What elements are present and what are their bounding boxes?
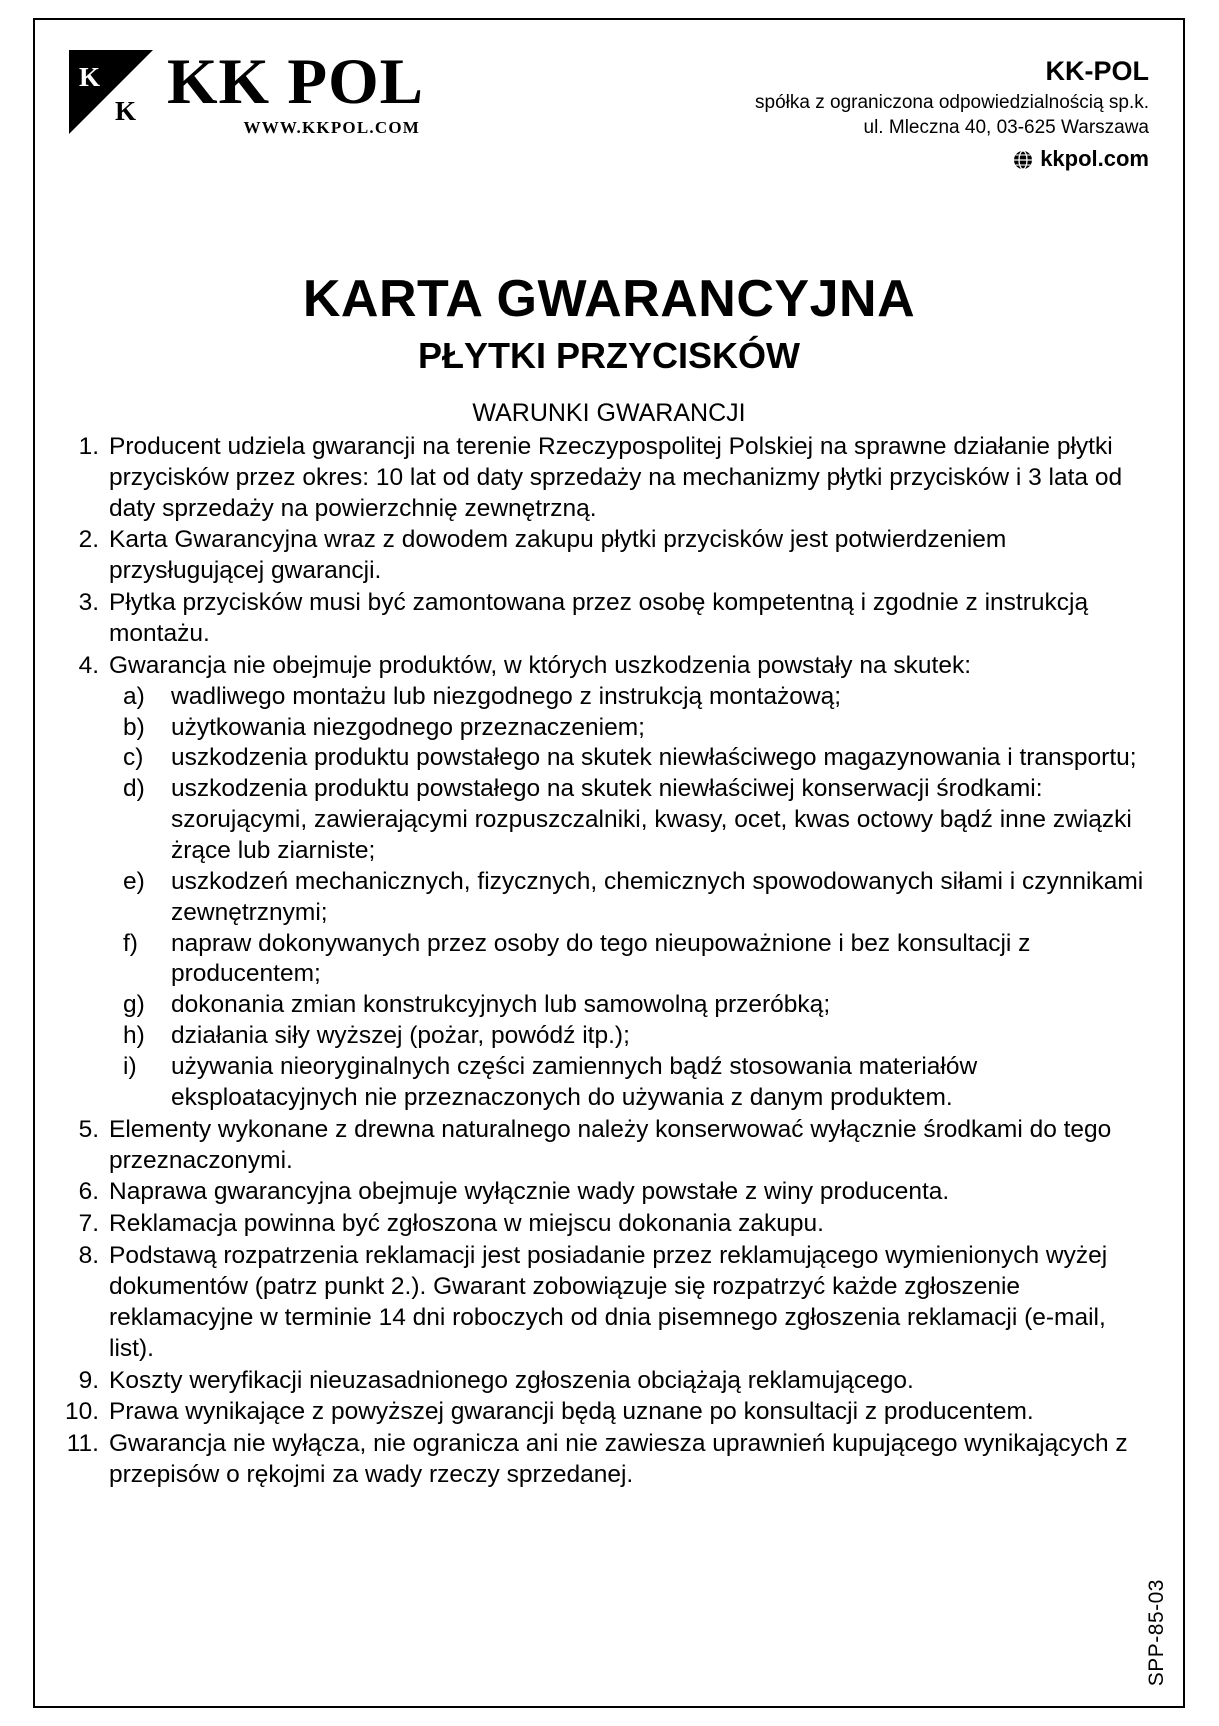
term-text: Gwarancja nie obejmuje produktów, w których uszkodzenia powstały na skutek: <box>109 651 972 679</box>
company-website-label: kkpol.com <box>1040 145 1149 171</box>
term-number: 5. <box>78 1115 99 1143</box>
term-text: Elementy wykonane z drewna naturalnego należy konserwować wyłącznie środkami do tego przeznaczonymi. <box>109 1115 1112 1174</box>
brand-name: KK POL <box>167 46 424 118</box>
term-text: Naprawa gwarancyjna obejmuje wyłącznie wady powstałe z winy producenta. <box>109 1178 950 1206</box>
term-subitem <box>109 713 1157 744</box>
term-item <box>61 651 1157 1114</box>
term-item <box>61 1209 1157 1240</box>
warranty-card-page <box>33 18 1185 1708</box>
term-number: 1. <box>78 432 99 460</box>
subitem-text: uszkodzenia produktu powstałego na skutek niewłaściwej konserwacji środkami: szorującymi, zawierającymi rozpuszczalniki, kwasy, ocet, kwas octowy bądź inne związki żrące lub ziarniste; <box>171 775 1132 864</box>
brand-logo <box>69 46 424 138</box>
term-item <box>61 1115 1157 1177</box>
term-item <box>61 525 1157 587</box>
subitem-number: d) <box>123 775 145 803</box>
term-text: Karta Gwarancyjna wraz z dowodem zakupu płytki przycisków jest potwierdzeniem przysługującej gwarancji. <box>109 526 1007 585</box>
subitem-text: działania siły wyższej (pożar, powódź itp.); <box>171 1022 630 1050</box>
company-address: ul. Mleczna 40, 03-625 Warszawa <box>863 116 1149 138</box>
subitem-text: dokonania zmian konstrukcyjnych lub samowolną przeróbką; <box>171 991 831 1019</box>
term-item <box>61 1177 1157 1208</box>
term-text: Reklamacja powinna być zgłoszona w miejscu dokonania zakupu. <box>109 1210 824 1238</box>
term-number: 9. <box>78 1366 99 1394</box>
document-code: SPP-85-03 <box>1145 1578 1168 1686</box>
term-item <box>61 1241 1157 1364</box>
subitem-number: e) <box>123 867 145 895</box>
term-number: 6. <box>78 1178 99 1206</box>
logo-letter-bottom: K <box>115 96 137 126</box>
term-subitem <box>109 1052 1157 1114</box>
term-text-block <box>109 651 1157 1114</box>
term-number: 8. <box>78 1242 99 1270</box>
term-item <box>61 1429 1157 1491</box>
term-number: 7. <box>78 1210 99 1238</box>
terms-list <box>61 432 1157 1491</box>
company-legal-form: spółka z ograniczona odpowiedzialnością sp.k. <box>755 91 1149 113</box>
term-subitem <box>109 682 1157 713</box>
term-text: Producent udziela gwarancji na terenie Rzeczypospolitej Polskiej na sprawne działanie płytki przycisków przez okres: 10 lat od daty sprzedaży na mechanizmy płytki przycisków i 3 lata od daty sprzedaży na powierzchnię zewnętrzną. <box>109 432 1123 522</box>
term-number: 10. <box>64 1398 99 1426</box>
document-subtitle: PŁYTKI PRZYCISKÓW <box>417 334 800 376</box>
subitem-number: f) <box>123 929 138 957</box>
document-header <box>35 20 1183 173</box>
company-details <box>755 50 1149 173</box>
subitem-number: i) <box>123 1053 137 1080</box>
term-subitem <box>109 743 1157 774</box>
term-number: 11. <box>66 1430 99 1458</box>
subitem-text: uszkodzeń mechanicznych, fizycznych, chemicznych spowodowanych siłami i czynnikami zewnętrznymi; <box>171 867 1144 926</box>
company-website[interactable] <box>755 144 1149 173</box>
subitem-number: a) <box>123 682 145 710</box>
term-item <box>61 1397 1157 1428</box>
term-item <box>61 1366 1157 1397</box>
term-subitem <box>109 990 1157 1021</box>
subitem-text: napraw dokonywanych przez osoby do tego nieupoważnione i bez konsultacji z producentem; <box>171 929 1031 988</box>
document-title: KARTA GWARANCYJNA <box>302 269 916 328</box>
subitem-text: uszkodzenia produktu powstałego na skutek niewłaściwego magazynowania i transportu; <box>171 744 1137 772</box>
term-text: Prawa wynikające z powyższej gwarancji będą uznane po konsultacji z producentem. <box>109 1398 1034 1426</box>
logo-letter-top: K <box>79 62 101 92</box>
company-name: KK-POL <box>1045 56 1149 86</box>
term-number: 3. <box>78 589 99 617</box>
subitem-number: c) <box>123 744 144 772</box>
brand-url: WWW.KKPOL.COM <box>243 117 420 137</box>
term-item <box>61 432 1157 525</box>
term-number: 4. <box>78 651 99 679</box>
term-text: Koszty weryfikacji nieuzasadnionego zgłoszenia obciążają reklamującego. <box>109 1366 914 1394</box>
kk-logo-icon <box>69 50 153 134</box>
term-subitem <box>109 1021 1157 1052</box>
term-number: 2. <box>78 526 99 554</box>
subitem-number: g) <box>123 991 145 1019</box>
subitem-text: wadliwego montażu lub niezgodnego z instrukcją montażową; <box>171 682 842 710</box>
term-subitems-list <box>109 682 1157 1114</box>
term-subitem <box>109 929 1157 991</box>
term-subitem <box>109 774 1157 867</box>
term-text: Płytka przycisków musi być zamontowana przez osobę kompetentną i zgodnie z instrukcją montażu. <box>109 589 1089 647</box>
term-text: Podstawą rozpatrzenia reklamacji jest posiadanie przez reklamującego wymienionych wyżej dokumentów (patrz punkt 2.). Gwarant zobowiązuje się rozpatrzyć każde zgłoszenie reklamacyjne w terminie 14 dni roboczych od dnia pisemnego zgłoszenia reklamacji (e-mail, list). <box>109 1242 1108 1362</box>
term-text: Gwarancja nie wyłącza, nie ogranicza ani nie zawiesza uprawnień kupującego wynikających z przepisów o rękojmi za wady rzeczy sprzedanej. <box>109 1430 1128 1489</box>
subitem-text: użytkowania niezgodnego przeznaczeniem; <box>171 713 645 741</box>
subitem-text: używania nieoryginalnych części zamiennych bądź stosowania materiałów eksploatacyjnych nie przeznaczonych do używania z danym produktem. <box>171 1053 978 1111</box>
globe-icon <box>1013 148 1033 168</box>
section-heading: WARUNKI GWARANCJI <box>472 398 746 427</box>
term-subitem <box>109 867 1157 929</box>
terms-body <box>35 428 1183 1491</box>
subitem-number: h) <box>123 1022 145 1050</box>
brand-wordmark <box>167 46 424 138</box>
subitem-number: b) <box>123 713 145 741</box>
term-item <box>61 588 1157 650</box>
